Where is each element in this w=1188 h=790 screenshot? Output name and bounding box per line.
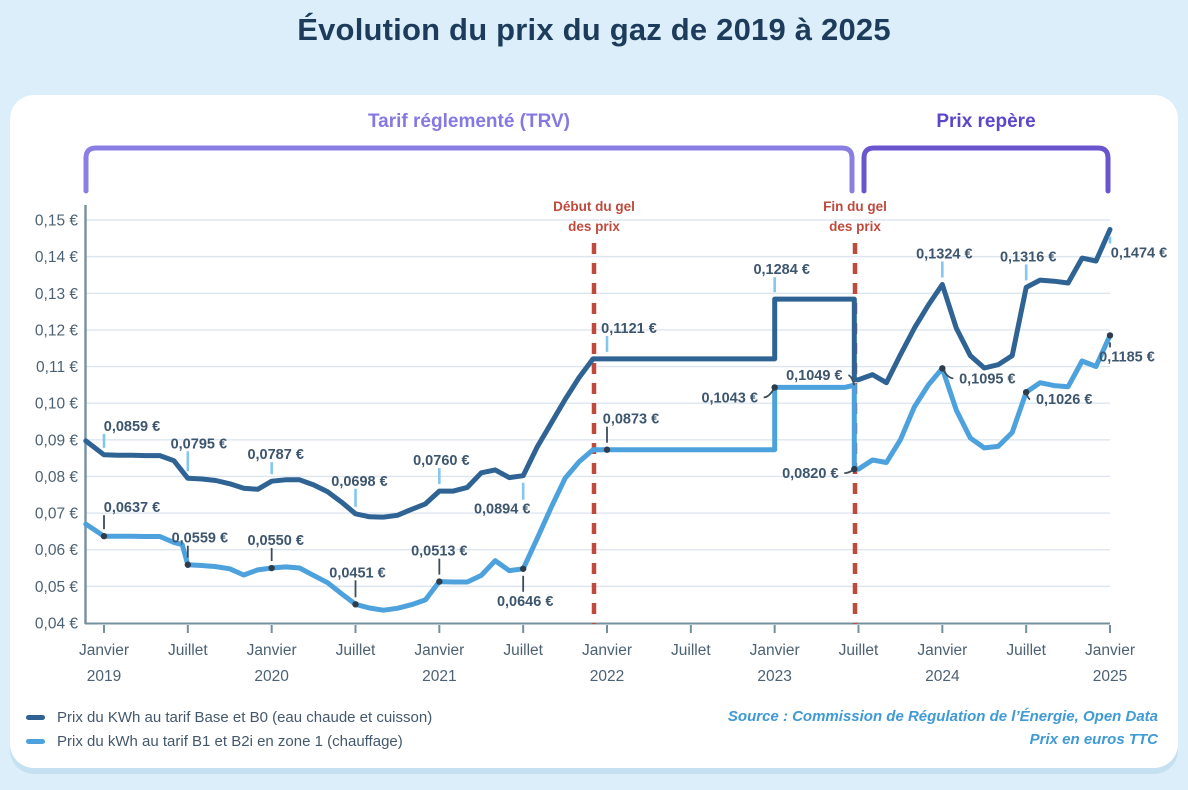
annotation-dot [436, 578, 442, 584]
legend-item-base-b0 [26, 706, 432, 728]
legend-label-base-b0: Prix du KWh au tarif Base et B0 (eau chaude et cuisson) [57, 708, 433, 726]
x-tick-year: 2022 [589, 668, 625, 685]
source-line2: Prix en euros TTC [1029, 731, 1158, 748]
annotation-dot [1023, 389, 1029, 395]
annotation-label: 0,0787 € [247, 447, 304, 464]
x-tick-year: 2023 [757, 668, 792, 685]
annotation-label: 0,0894 € [473, 501, 531, 518]
y-tick-label: 0,04 € [34, 615, 78, 633]
y-tick-label: 0,08 € [34, 468, 78, 486]
annotation-label: 0,1474 € [1110, 245, 1168, 262]
annotation-label: 0,0820 € [782, 466, 839, 483]
freeze-label: Début du gel [553, 199, 635, 214]
x-tick-year: 2024 [925, 668, 960, 685]
x-tick-label: Janvier [246, 642, 297, 659]
source-note [728, 705, 1158, 751]
annotation-label: 0,0646 € [496, 593, 554, 610]
y-tick-label: 0,06 € [34, 542, 78, 560]
annotation-label: 0,1043 € [701, 390, 758, 407]
freeze-label: des prix [829, 219, 881, 234]
y-tick-label: 0,11 € [36, 359, 78, 377]
legend-swatch-dark-icon [26, 715, 45, 720]
annotation-label: 0,0873 € [602, 411, 660, 428]
x-tick-label: Janvier [749, 642, 800, 659]
series-line-b1-b2i [86, 335, 1110, 610]
bracket-trv [86, 148, 852, 191]
y-tick-label: 0,12 € [34, 322, 78, 340]
y-tick-label: 0,09 € [34, 432, 78, 450]
annotation-label: 0,1324 € [916, 246, 973, 263]
source-line1: Source : Commission de Régulation de l’Énergie, Open Data [727, 708, 1158, 725]
annotation-label: 0,0698 € [331, 473, 388, 490]
annotation-label: 0,1049 € [786, 368, 843, 385]
y-tick-label: 0,15 € [34, 212, 78, 230]
x-tick-label: Juillet [335, 642, 376, 659]
freeze-label: des prix [568, 219, 620, 234]
annotation-dot [939, 365, 945, 371]
annotation-label: 0,0795 € [170, 436, 228, 453]
x-tick-label: Juillet [671, 642, 711, 659]
y-tick-label: 0,14 € [34, 249, 78, 267]
y-tick-label: 0,10 € [34, 395, 78, 413]
x-tick-year: 2021 [422, 668, 457, 685]
annotation-label: 0,1185 € [1099, 349, 1155, 366]
y-tick-label: 0,07 € [34, 505, 78, 523]
freeze-label: Fin du gel [823, 199, 887, 214]
annotation-dot [604, 447, 610, 453]
x-tick-year: 2025 [1092, 668, 1128, 685]
x-tick-label: Janvier [79, 642, 129, 659]
y-tick-label: 0,13 € [34, 285, 78, 303]
annotation-label: 0,0760 € [413, 453, 470, 470]
annotation-label: 0,1121 € [601, 320, 657, 337]
legend-swatch-light-icon [26, 739, 45, 744]
annotation-label: 0,0859 € [103, 418, 161, 435]
annotation-dot [185, 562, 191, 568]
series-line-base-b0 [86, 230, 1110, 518]
x-tick-label: Juillet [168, 642, 208, 659]
x-tick-label: Janvier [917, 642, 968, 659]
annotation-dot [352, 601, 358, 607]
annotation-label: 0,0637 € [103, 500, 161, 517]
x-tick-label: Janvier [582, 642, 632, 659]
legend-label-b1-b2i: Prix du kWh au tarif B1 et B2i en zone 1 (chauffage) [57, 732, 403, 750]
annotation-label: 0,1284 € [753, 262, 810, 279]
annotation-label: 0,0513 € [411, 543, 468, 560]
annotation-label: 0,0550 € [247, 533, 304, 550]
bracket-label-trv: Tarif réglementé (TRV) [367, 111, 570, 132]
annotation-label: 0,1095 € [959, 371, 1016, 388]
annotation-dot [1107, 332, 1113, 338]
annotation-dot [771, 384, 777, 390]
x-tick-label: Juillet [1006, 642, 1046, 659]
x-tick-label: Janvier [1085, 642, 1135, 659]
annotation-dot [101, 533, 107, 539]
annotation-dot [520, 566, 526, 572]
x-tick-label: Juillet [503, 642, 543, 659]
legend-item-b1-b2i [26, 730, 432, 752]
annotation-dot [268, 565, 274, 571]
page-title: Évolution du prix du gaz de 2019 à 2025 [297, 12, 891, 47]
annotation-label: 0,1316 € [999, 249, 1057, 266]
y-tick-label: 0,05 € [34, 578, 78, 596]
legend [26, 706, 432, 754]
x-tick-label: Janvier [414, 642, 465, 659]
x-tick-label: Juillet [838, 642, 879, 659]
x-tick-year: 2019 [86, 668, 122, 685]
bracket-prix-repere [864, 148, 1108, 191]
bracket-label-prix-repere: Prix repère [936, 111, 1036, 132]
x-tick-year: 2020 [254, 668, 289, 685]
annotation-label: 0,0559 € [171, 530, 229, 547]
annotation-label: 0,0451 € [329, 565, 386, 582]
annotation-dot [851, 466, 857, 472]
annotation-label: 0,1026 € [1035, 392, 1093, 409]
